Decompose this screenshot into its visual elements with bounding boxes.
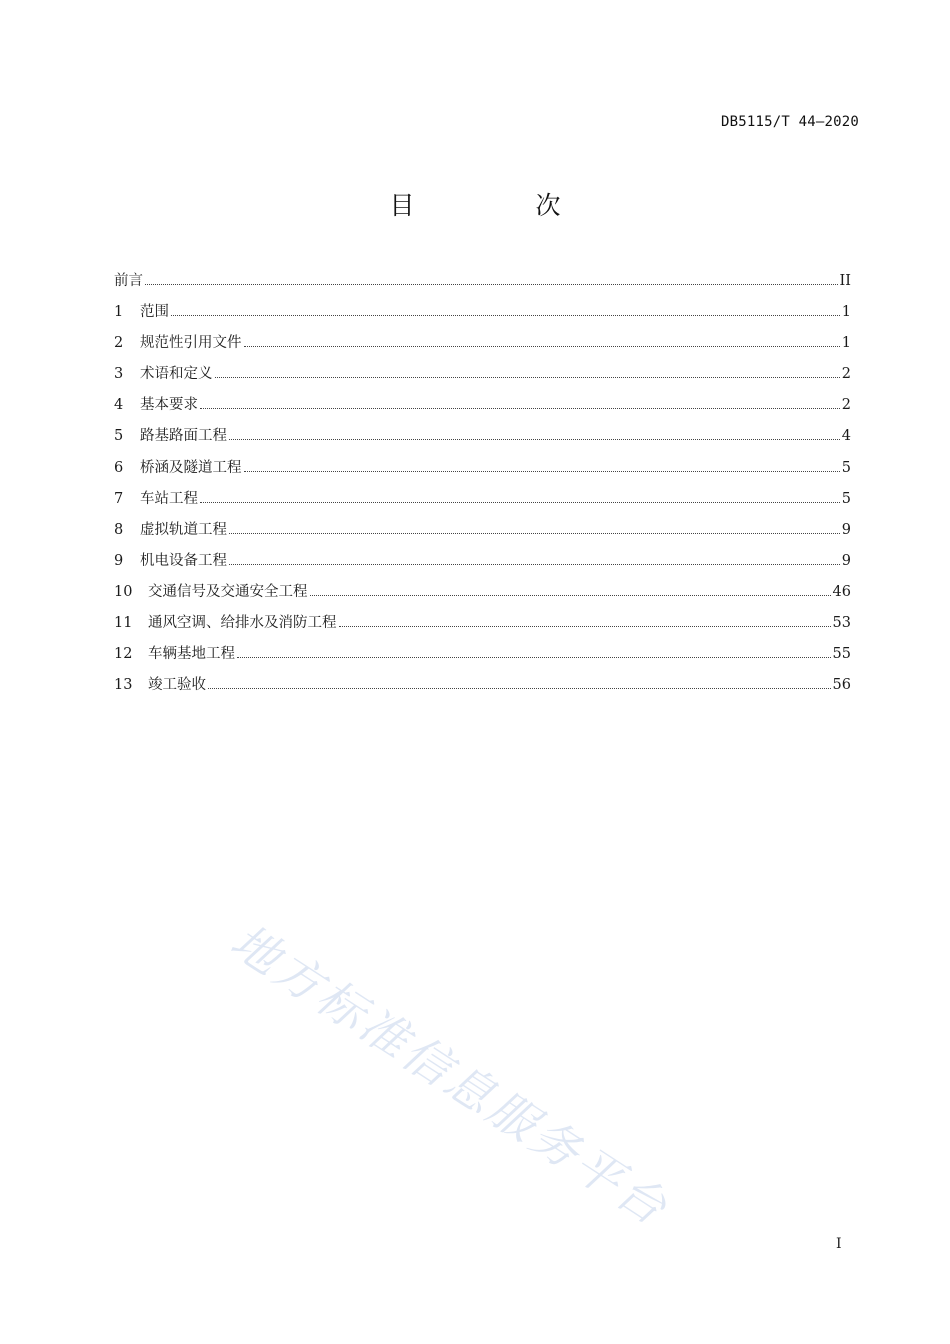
toc-entry-7[interactable] — [114, 484, 851, 515]
toc-entry-page: 1 — [841, 335, 851, 352]
toc-entry-label: 虚拟轨道工程 — [140, 521, 227, 538]
toc-entry-page: 5 — [841, 459, 851, 476]
toc-entry-label: 前言 — [114, 273, 143, 289]
toc-entry-8[interactable] — [114, 515, 851, 546]
toc-title: 目 次 — [389, 191, 609, 220]
toc-entry-number: 8 — [114, 521, 124, 538]
toc-leader-dots — [339, 626, 831, 627]
toc-entry-2[interactable] — [114, 328, 851, 359]
toc-entry-12[interactable] — [114, 639, 851, 670]
toc-leader-dots — [244, 346, 840, 347]
toc-entry-page: 53 — [832, 615, 851, 632]
page-number: I — [836, 1236, 842, 1252]
toc-leader-dots — [310, 595, 831, 596]
toc-entry-page: II — [839, 273, 851, 289]
toc-entry-11[interactable] — [114, 608, 851, 639]
toc-entry-13[interactable] — [114, 670, 851, 701]
toc-leader-dots — [208, 688, 831, 689]
toc-entry-label: 竣工验收 — [148, 677, 206, 694]
toc-entry-label: 交通信号及交通安全工程 — [148, 583, 308, 600]
toc-entry-number: 3 — [114, 366, 124, 383]
toc-entry-number: 11 — [114, 615, 133, 632]
toc-entry-label: 规范性引用文件 — [140, 335, 242, 352]
toc-entry-10[interactable] — [114, 577, 851, 608]
toc-leader-dots — [229, 439, 840, 440]
watermark: 地方标准信息服务平台 — [220, 913, 679, 1238]
toc-entry-number: 9 — [114, 552, 124, 569]
toc-leader-dots — [229, 564, 840, 565]
toc-entry-6[interactable] — [114, 453, 851, 484]
toc-entry-page: 56 — [832, 677, 851, 694]
toc-entry-number: 12 — [114, 646, 133, 663]
toc-leader-dots — [229, 533, 840, 534]
toc-entry-label: 基本要求 — [140, 397, 198, 414]
toc-leader-dots — [215, 377, 840, 378]
toc-entry-page: 9 — [841, 552, 851, 569]
toc-entry-1[interactable] — [114, 297, 851, 328]
toc-entry-number: 1 — [114, 304, 124, 321]
toc-entry-foreword[interactable] — [114, 266, 851, 297]
toc-entry-label: 车站工程 — [140, 490, 198, 507]
toc-entry-number: 2 — [114, 335, 124, 352]
toc-entry-label: 通风空调、给排水及消防工程 — [148, 615, 337, 632]
toc-leader-dots — [200, 502, 840, 503]
toc-entry-page: 2 — [841, 366, 851, 383]
toc-leader-dots — [200, 408, 840, 409]
toc-entry-label: 机电设备工程 — [140, 552, 227, 569]
toc-entry-page: 46 — [832, 583, 851, 600]
toc-entry-page: 2 — [841, 397, 851, 414]
toc-entry-page: 5 — [841, 490, 851, 507]
toc-entry-number: 5 — [114, 428, 124, 445]
toc-leader-dots — [145, 284, 838, 285]
toc-entry-number: 10 — [114, 583, 133, 600]
toc-leader-dots — [171, 315, 840, 316]
toc-entry-4[interactable] — [114, 390, 851, 421]
toc-entry-page: 4 — [841, 428, 851, 445]
toc-entry-page: 1 — [841, 304, 851, 321]
toc-entry-number: 7 — [114, 490, 124, 507]
toc-entry-label: 车辆基地工程 — [148, 646, 235, 663]
toc-entry-number: 6 — [114, 459, 124, 476]
table-of-contents — [114, 266, 851, 701]
toc-leader-dots — [237, 657, 831, 658]
toc-entry-9[interactable] — [114, 546, 851, 577]
toc-entry-3[interactable] — [114, 359, 851, 390]
toc-entry-number: 13 — [114, 677, 133, 694]
toc-entry-label: 范围 — [140, 304, 169, 321]
document-code: DB5115/T 44—2020 — [720, 114, 859, 130]
toc-leader-dots — [244, 471, 840, 472]
toc-entry-label: 术语和定义 — [140, 366, 213, 383]
toc-entry-5[interactable] — [114, 421, 851, 452]
toc-entry-label: 路基路面工程 — [140, 428, 227, 445]
toc-entry-number: 4 — [114, 397, 124, 414]
toc-entry-label: 桥涵及隧道工程 — [140, 459, 242, 476]
toc-entry-page: 9 — [841, 521, 851, 538]
toc-entry-page: 55 — [832, 646, 851, 663]
